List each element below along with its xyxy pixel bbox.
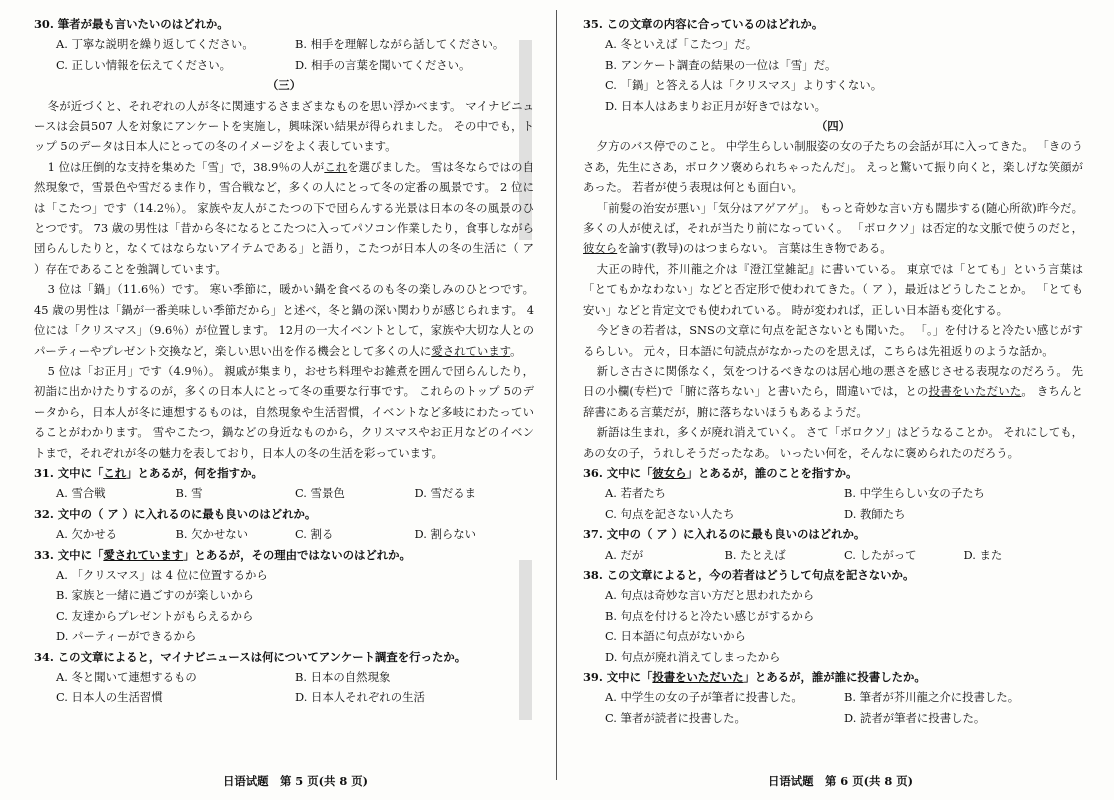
option: C. 日本人の生活習慣 [56,690,163,705]
question-34-options [34,667,534,708]
option: B. 句点を付けると冷たい感じがするから [605,608,815,623]
option: B. 日本の自然現象 [295,670,391,684]
option: D. 相手の言葉を聞いてください。 [295,57,471,72]
option: B. 中学生らしい女の子たち [844,486,985,501]
question-34: 34. この文章によると，マイナビニュースは何についてアンケート調査を行ったか。 [34,649,467,664]
option: C. 雪景色 [295,486,345,501]
passage-3-paragraph: 1 位は圧倒的な支持を集めた「雪」で，38.9％の人がこれを選びました。 雪は冬ならではの自然現象で，雪景色や雪だるま作り，雪合戦など，多くの人にとって冬の定番の風景です。 2 位には「こたつ」です（14.2％）。 家族や友人がこたつの下で団らんする光景は日本の冬の風景のひとつです。 73 歳の男性は「昔から冬になるとこたつに入ってパソコン作業したり，食事しながら団らんしたりと，なくてはならないアイテムである」と語り，こたつが日本人の冬の生活に（ ア ）存在であることを強調しています。 [34,159,534,276]
passage-4-paragraph: 今どきの若者は，SNSの文章に句点を記さないとも聞いた。 「。」を付けると冷たい感じがするらしい。 元々，日本語に句読点がなかったのを思えば，こちらは先祖返りのような話か。 [583,323,1083,358]
option: B. 相手を理解しながら話してください。 [295,37,505,52]
underlined-phrase: 彼女ら [583,241,618,256]
question-31-options [34,483,534,503]
option: C. 筆者が読者に投書した。 [605,710,746,725]
option: A. 「クリスマス」は 4 位に位置するから [56,567,268,582]
underlined-phrase: 投書をいただいた [928,384,1022,399]
page-footer-right: 日语试题 第 6 页(共 8 页) [768,774,914,788]
passage-4-paragraph: 「前髪の治安が悪い」「気分はアゲアゲ」。 もっと奇妙な言い方も闊歩する(随心所欲)昨今だ。 多くの人が使えば，それが当たり前になっていく。 「ボロクソ」は否定的な文脈で使うのだと，彼女らを論す(教导)のはつまらない。 言葉は生き物である。 [583,200,1083,256]
passage-3-paragraph: 5 位は「お正月」です（4.9％）。 親戚が集まり，おせち料理やお雑煮を囲んで団らんしたり，初詣に出かけたりするのが，多くの日本人にとって冬の重要な行事です。 これらのトップ 5のデータから，日本人が冬に連想するものは，自然現象や生活習慣，イベントなど多岐にわたっていることがわかります。 雪やこたつ，鍋などの身近なものから，クリスマスやお正月などのイベントまで，それぞれが冬の魅力を表しており，日本人の冬の生活を彩っています。 [34,363,534,460]
page-divider [556,10,557,780]
option: B. 家族と一緒に過ごすのが楽しいから [56,588,254,603]
option: A. 若者たち [605,486,667,501]
question-39: 39. 文中に「投書をいただいた」とあるが，誰が誰に投書したか。 [583,670,926,684]
option: D. 日本人はあまりお正月が好きではない。 [605,98,827,113]
option: A. 冬と聞いて連想するもの [56,670,197,684]
passage-4-paragraph: 新語は生まれ，多くが廃れ消えていく。 さて「ボロクソ」はどうなることか。 それにしても，あの女の子，うれしそうだったなあ。 いったい何を，そんなに褒められたのだろう。 [583,425,1083,460]
option: A. だが [605,547,644,562]
question-35: 35. この文章の内容に合っているのはどれか。 [583,17,824,31]
section-heading-4: （四） [815,119,851,134]
option: B. 欠かせない [175,527,249,542]
question-39-options [583,687,1083,728]
option: C. 正しい情報を伝えてください。 [56,57,232,72]
option: A. 冬といえば「こたつ」だ。 [605,37,758,52]
option: D. 句点が廃れ消えてしまったから [605,649,781,664]
question-37: 37. 文中の（ ア ）に入れるのに最も良いのはどれか。 [583,527,866,542]
option: C. 友達からプレゼントがもらえるから [56,608,254,623]
question-30: 30. 筆者が最も言いたいのはどれか。 [34,17,229,31]
question-32: 32. 文中の（ ア ）に入れるのに最も良いのはどれか。 [34,506,317,521]
passage-3-paragraph: 冬が近づくと、それぞれの人が冬に関連するさまざまなものを思い浮かべます。 マイナビニュースは会員507 人を対象にアンケートを実施し，興味深い結果が得られました。 その中でも，トップ 5のデータは日本人にとっての冬のイメージをよく表しています。 [34,98,534,154]
section-heading-3: （三） [266,78,302,93]
option: C. したがって [844,547,917,562]
option: A. 欠かせる [56,527,118,542]
passage-4-paragraph: 大正の時代，芥川龍之介は『澄江堂雑記』に書いている。 東京では「とても」という言葉は「とてもかなわない」などと否定形で使われてきた。（ ア ），最近はどうしたことか。 「とても安い」などと肯定文でも使われている。 時が変われば，正しい日本語も変化する。 [583,261,1083,317]
question-37-options [583,545,1083,565]
option: D. 日本人それぞれの生活 [295,690,425,705]
option: B. 筆者が芥川龍之介に投書した。 [844,690,1020,705]
question-35-options [583,34,1083,116]
option: D. 雪だるま [414,486,477,501]
underlined-phrase: 愛されています [431,343,511,358]
option: C. 割る [295,527,334,542]
passage-4-paragraph: 夕方のバス停でのこと。 中学生らしい制服姿の女の子たちの会話が耳に入ってきた。 「きのうさあ，先生にさあ，ボロクソ褒められちゃったんだ」。 えっと驚いて振り向くと，楽しげな笑顔があった。 若者が使う表現は何とも面白い。 [583,139,1083,195]
option: A. 中学生の女の子が筆者に投書した。 [605,690,803,705]
underlined-phrase: これ [324,159,348,174]
question-36-options [583,483,1083,524]
question-33: 33. 文中に「愛されています」とあるが，その理由ではないのはどれか。 [34,547,411,562]
left-page [34,14,534,708]
question-33-options [34,565,534,647]
question-30-options [34,34,534,75]
option: B. アンケート調査の結果の一位は「雪」だ。 [605,57,837,72]
option: D. パーティーができるから [56,629,197,644]
question-36: 36. 文中に「彼女ら」とあるが，誰のことを指すか。 [583,465,858,480]
question-38: 38. この文章によると，今の若者はどうして句点を記さないか。 [583,567,915,582]
passage-3-paragraph: 3 位は「鍋」（11.6％）です。 寒い季節に，暖かい鍋を食べるのも冬の楽しみのひとつです。 45 歳の男性は「鍋が一番美味しい季節だから」と述べ，冬と鍋の深い関わりが感じられます。 4 位には「クリスマス」（9.6％）が位置します。 12月の一大イベントとして，家族や大切な人とのパーティーやプレゼント交換など，楽しい思い出を作る機会として多くの人に愛されています。 [34,282,534,358]
option: B. 雪 [175,486,203,501]
option: B. たとえば [724,547,786,562]
option: A. 雪合戦 [56,486,106,501]
option: D. 読者が筆者に投書した。 [844,710,986,725]
option: A. 丁寧な説明を繰り返してください。 [56,37,254,52]
page-footer-left: 日语试题 第 5 页(共 8 页) [223,774,369,788]
question-32-options [34,524,534,544]
option: C. 句点を記さない人たち [605,506,735,521]
option: C. 「鍋」と答える人は「クリスマス」よりすくない。 [605,78,883,93]
option: D. 教師たち [844,506,906,521]
right-page [583,14,1083,728]
question-38-options [583,585,1083,667]
option: D. 割らない [414,527,477,542]
option: A. 句点は奇妙な言い方だと思われたから [605,588,815,603]
question-31: 31. 文中に「これ」とあるが，何を指すか。 [34,465,263,480]
passage-4-paragraph: 新しさ古さに関係なく，気をつけるべきなのは居心地の悪さを感じさせる表現なのだろう。 先日の小欄(专栏)で「腑に落ちない」と書いたら，間違いでは，との投書をいただいた。 きちんと辞書にある言葉だが，腑に落ちないほうもあるようだ。 [583,363,1083,419]
option: D. また [963,547,1003,562]
option: C. 日本語に句点がないから [605,629,746,644]
